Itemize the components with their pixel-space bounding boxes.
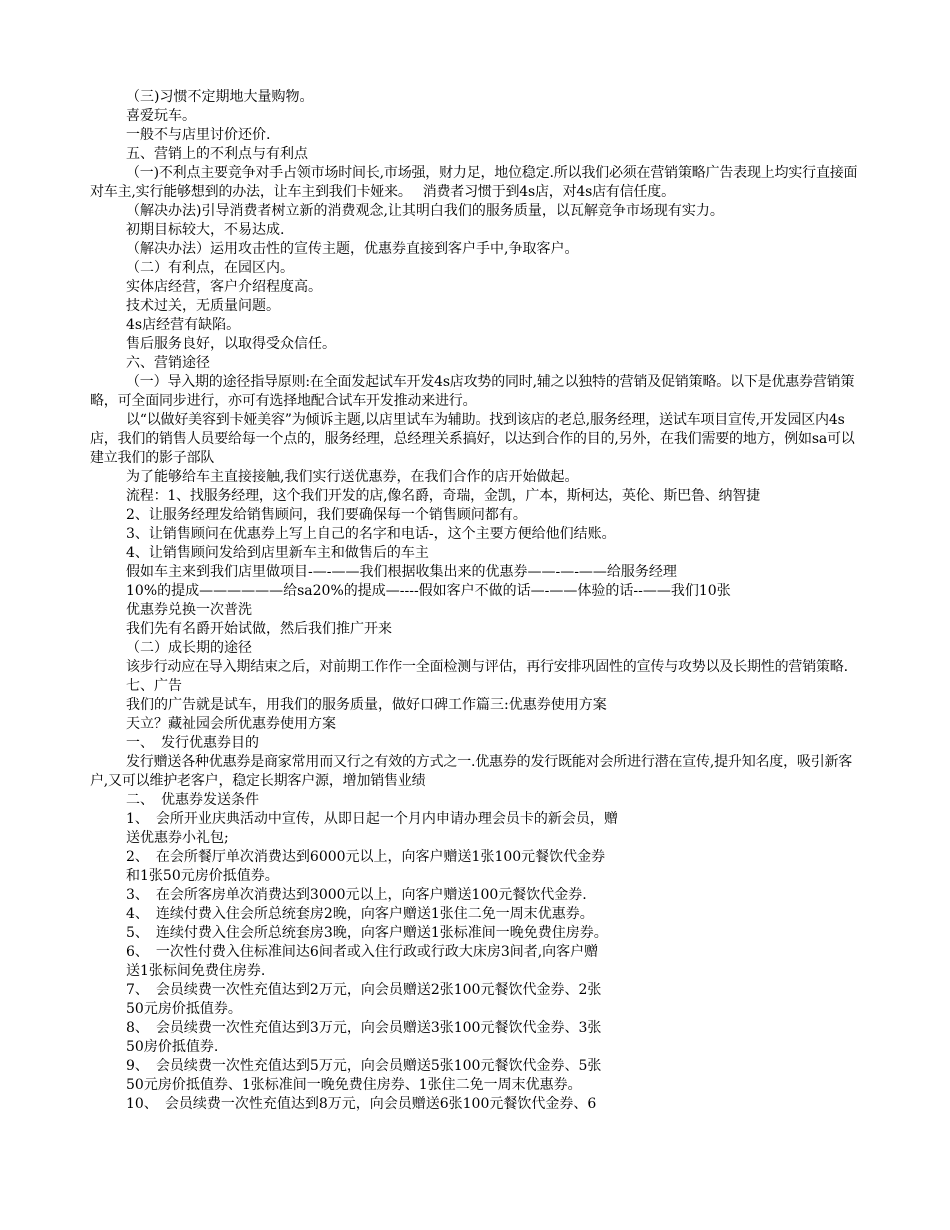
list-item: 8、 会员续费一次性充值达到3万元，向会员赠送3张100元餐饮代金券、3张 <box>126 1020 602 1036</box>
paragraph: 4、让销售顾问发给到店里新车主和做售后的车主 <box>126 545 429 561</box>
list-item: 1、 会所开业庆典活动中宣传，从即日起一个月内申请办理会员卡的新会员，赠 <box>126 811 618 827</box>
paragraph: （解决办法）运用攻击性的宣传主题，优惠券直接到客户手中,争取客户。 <box>126 241 579 257</box>
section-heading: 七、广告 <box>126 678 182 694</box>
paragraph: 我们的广告就是试车，用我们的服务质量，做好口碑工作篇三:优惠券使用方案 <box>126 697 607 713</box>
paragraph: 天立？藏祉园会所优惠券使用方案 <box>126 716 336 732</box>
paragraph: 假如车主来到我们店里做项目-—-——我们根据收集出来的优惠券——-—-——给服务经理 <box>126 564 677 580</box>
list-item: 50房价抵值券. <box>126 1039 219 1055</box>
section-heading: 二、 优惠券发送条件 <box>126 792 259 808</box>
paragraph: 发行赠送各种优惠券是商家常用而又行之有效的方式之一.优惠券的发行既能对会所进行潜在宣传,提升知名度，吸引新客户,又可以维护老客户，稳定长期客户源，增加销售业绩 <box>90 754 853 789</box>
paragraph: （一)不利点主要竞争对手占领市场时间长,市场强，财力足，地位稳定.所以我们必须在营销策略广告表现上均实行直接面对车主,实行能够想到的办法，让车主到我们卡娅来。 消费者习惯于到4s店，对4s店有信任度。 <box>90 165 858 200</box>
list-item: 送优惠券小礼包; <box>126 830 229 846</box>
list-item: 5、 连续付费入住会所总统套房3晚，向客户赠送1张标准间一晚免费住房券。 <box>126 925 608 941</box>
paragraph: 喜爱玩车。 <box>126 108 196 124</box>
paragraph: 优惠券兑换一次普洗 <box>126 602 252 618</box>
paragraph: 4s店经营有缺陷。 <box>126 317 241 333</box>
paragraph: 为了能够给车主直接接触,我们实行送优惠券，在我们合作的店开始做起。 <box>126 469 579 485</box>
paragraph: （三)习惯不定期地大量购物。 <box>126 89 314 105</box>
document-body <box>90 88 860 1114</box>
paragraph: 3、让销售顾问在优惠券上写上自己的名字和电话-，这个主要方便给他们结账。 <box>126 526 616 542</box>
list-item: 9、 会员续费一次性充值达到5万元，向会员赠送5张100元餐饮代金券、5张 <box>126 1058 602 1074</box>
paragraph: （一）导入期的途径指导原则:在全面发起试车开发4s店攻势的同时,辅之以独特的营销及促销策略。以下是优惠券营销策略，可全面同步进行，亦可有选择地配合试车开发推动来进行。 <box>90 374 855 409</box>
paragraph: 10%的提成——————给sa20%的提成—----假如客户不做的话—-——体验的话--——我们10张 <box>126 583 731 599</box>
paragraph: 售后服务良好，以取得受众信任。 <box>126 336 336 352</box>
paragraph: 我们先有名爵开始试做，然后我们推广开来 <box>126 621 392 637</box>
paragraph: （二）成长期的途径 <box>126 640 252 656</box>
paragraph: 实体店经营，客户介绍程度高。 <box>126 279 322 295</box>
paragraph: 初期目标较大，不易达成. <box>126 222 285 238</box>
list-item: 50元房价抵值券、1张标准间一晚免费住房券、1张住二免一周末优惠券。 <box>126 1077 582 1093</box>
paragraph: 2、让服务经理发给销售顾问，我们要确保每一个销售顾问都有。 <box>126 507 527 523</box>
list-item: 7、 会员续费一次性充值达到2万元，向会员赠送2张100元餐饮代金券、2张 <box>126 982 602 998</box>
list-item: 2、 在会所餐厅单次消费达到6000元以上，向客户赠送1张100元餐饮代金券 <box>126 849 606 865</box>
list-item: 10、 会员续费一次性充值达到8万元，向会员赠送6张100元餐饮代金券、6 <box>126 1096 597 1112</box>
paragraph: 技术过关，无质量问题。 <box>126 298 280 314</box>
section-heading: 六、营销途径 <box>126 355 210 371</box>
paragraph: （解决办法)引导消费者树立新的消费观念,让其明白我们的服务质量，以瓦解竞争市场现有实力。 <box>126 203 724 219</box>
list-item: 4、 连续付费入住会所总统套房2晚，向客户赠送1张住二免一周末优惠券。 <box>126 906 594 922</box>
paragraph: （二）有利点，在园区内。 <box>126 260 294 276</box>
list-item: 3、 在会所客房单次消费达到3000元以上，向客户赠送100元餐饮代金券. <box>126 887 587 903</box>
list-item: 和1张50元房价抵值券。 <box>126 868 279 884</box>
paragraph: 该步行动应在导入期结束之后，对前期工作作一全面检测与评估，再行安排巩固性的宣传与攻势以及长期性的营销策略. <box>126 659 848 675</box>
section-heading: 一、 发行优惠券目的 <box>126 735 259 751</box>
section-heading: 五、营销上的不利点与有利点 <box>126 146 308 162</box>
paragraph: 流程：1、找服务经理，这个我们开发的店,像名爵，奇瑞，金凯，广本，斯柯达，英伦、斯巴鲁、纳智捷 <box>126 488 760 504</box>
list-item: 6、 一次性付费入住标准间达6间者或入住行政或行政大床房3间者,向客户赠 <box>126 944 599 960</box>
list-item: 送1张标间免费住房券. <box>126 963 266 979</box>
paragraph: 以“以做好美容到卡娅美容”为倾诉主题,以店里试车为辅助。找到该店的老总,服务经理，送试车项目宣传,开发园区内4s店，我们的销售人员要给每一个点的，服务经理，总经理关系搞好，以达到合作的目的,另外，在我们需要的地方，例如sa可以建立我们的影子部队 <box>90 412 855 466</box>
list-item: 50元房价抵值券。 <box>126 1001 242 1017</box>
paragraph: 一般不与店里讨价还价. <box>126 127 271 143</box>
